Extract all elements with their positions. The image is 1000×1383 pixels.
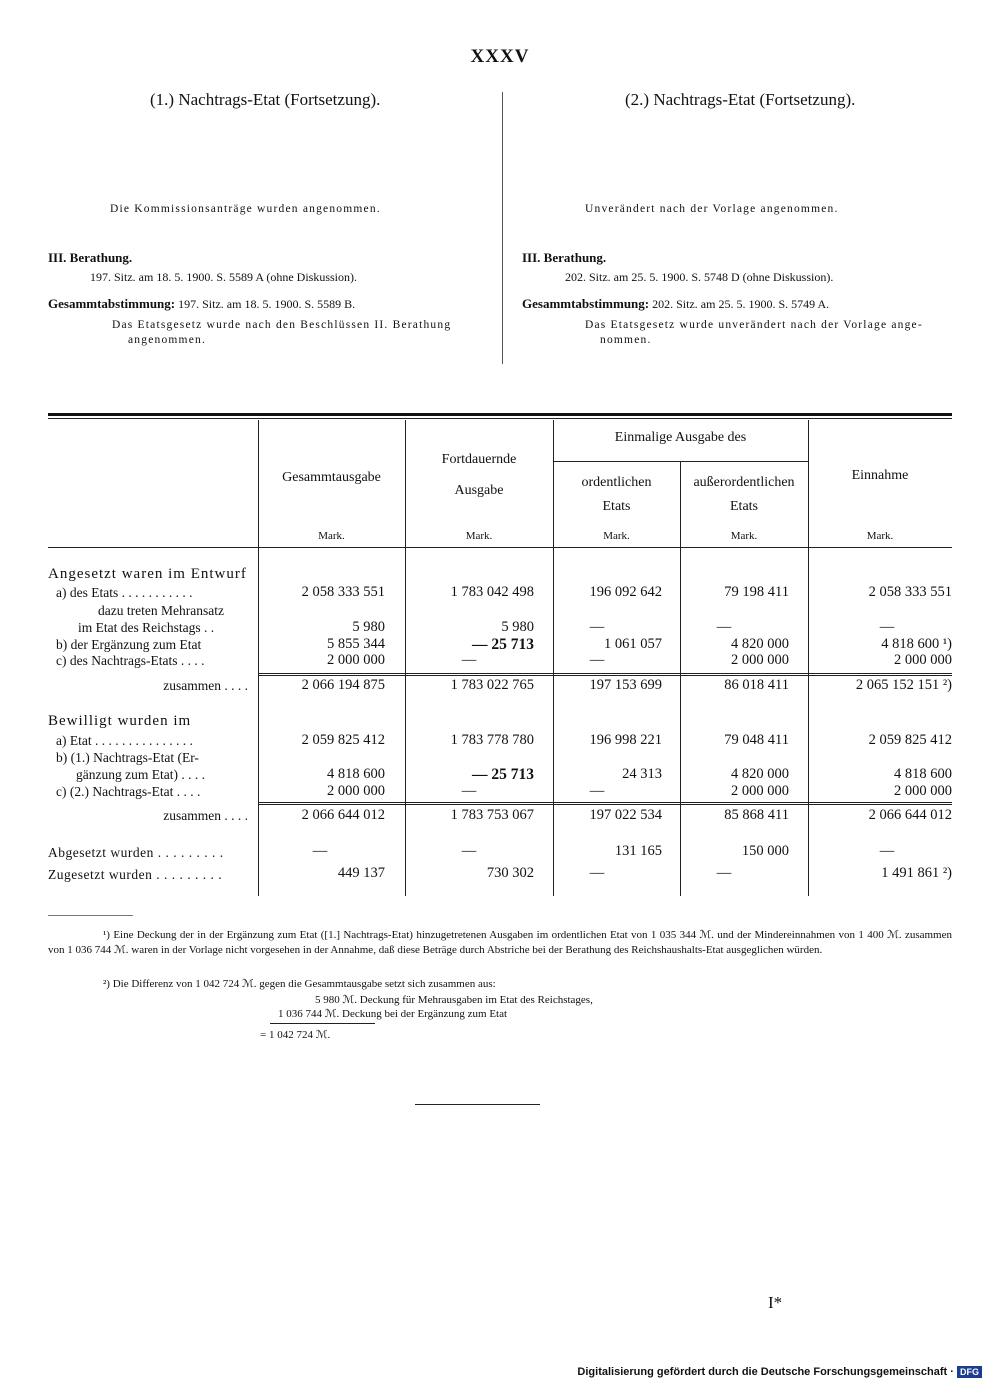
row-label: a) Etat . . . . . . . . . . . . . . . [56, 733, 193, 748]
row-label: b) der Ergänzung zum Etat [56, 637, 202, 652]
left-total-vote [48, 296, 355, 312]
right-total-vote-text: 202. Sitz. am 25. 5. 1900. S. 5749 A. [652, 297, 830, 311]
sum-row-label: zusammen . . . . [163, 808, 248, 823]
signature-mark: I* [768, 1293, 783, 1312]
cell-gesamt: 2 058 333 551 [301, 584, 385, 600]
sum-row-label: zusammen . . . . [163, 678, 248, 693]
unit-fort: Mark. [465, 530, 493, 542]
cell-einnahme: 2 000 000 [894, 652, 952, 668]
cell-abgesetzt-ausser: 150 000 [741, 843, 789, 859]
page-number: XXXV [470, 46, 530, 67]
left-note: Die Kommissionsanträge wurden angenommen. [110, 203, 381, 215]
cell-gesamt: 5 855 344 [327, 636, 385, 652]
footnote-1: ¹) Eine Deckung der in der Ergänzung zum Etat ([1.] Nachtrags-Etat) hinzugetretenen Ausgaben im ordentlichen Etat von 1 035 344 ℳ. und der Mindereinnahmen von 1 400 ℳ. zusammen von 1 036 744 ℳ. waren in der Vorlage nicht vorgesehen in der Annahme, daß diese Beträge durch Abstriche bei der Berathung des Reichshaushalts-Etat ausgeglichen würden. [48, 929, 952, 956]
header-gesamtausgabe: Gesammtausgabe [282, 470, 381, 485]
cell-einnahme: 2 058 333 551 [868, 584, 952, 600]
row-label: gänzung zum Etat) . . . . [76, 767, 205, 782]
cell-zugesetzt-ord: — [589, 865, 605, 881]
cell-gesamt: 2 000 000 [327, 652, 385, 668]
cell-ord: 197 022 534 [589, 807, 662, 823]
cell-ord: 197 153 699 [589, 677, 662, 693]
cell-gesamt: 2 059 825 412 [301, 732, 385, 748]
cell-abgesetzt-ord: 131 165 [614, 843, 662, 859]
cell-fort: 1 783 022 765 [450, 677, 534, 693]
left-third-reading-label: III. Berathung. [48, 250, 133, 265]
header-einnahme: Einnahme [851, 468, 909, 483]
header-ordentlich-2: Etats [602, 499, 631, 514]
cell-fort: 1 783 042 498 [450, 584, 534, 600]
cell-zugesetzt-gesamt: 449 137 [337, 865, 385, 881]
cell-ord: 24 313 [622, 766, 662, 782]
header-einmalig: Einmalige Ausgabe des [614, 430, 747, 445]
end-rule [415, 1104, 540, 1105]
header-fortdauernde-2: Ausgabe [454, 483, 504, 498]
footnote-2: ²) Die Differenz von 1 042 724 ℳ. gegen die Gesammtausgabe setzt sich zusammen aus: [103, 978, 496, 990]
section-title-angesetzt: Angesetzt waren im Entwurf [48, 566, 247, 582]
row-label: im Etat des Reichstags . . [78, 620, 215, 635]
footer [577, 1366, 982, 1378]
left-total-vote-text: 197. Sitz. am 18. 5. 1900. S. 5589 B. [178, 297, 356, 311]
cell-ord: — [589, 783, 605, 799]
right-total-vote-label: Gesammtabstimmung: [522, 296, 650, 311]
sum2-rule-2 [258, 804, 952, 805]
cell-ord: — [589, 652, 605, 668]
cell-zugesetzt-einnahme: 1 491 861 ²) [881, 865, 952, 881]
table-header-rule [48, 547, 952, 548]
cell-zugesetzt-fort: 730 302 [486, 865, 534, 881]
dfg-logo: DFG [957, 1366, 982, 1378]
sum2-rule [258, 802, 952, 803]
cell-abgesetzt-fort: — [461, 843, 477, 859]
unit-ausser: Mark. [730, 530, 758, 542]
header-ausserordentlich-2: Etats [730, 499, 758, 514]
footnote-2-line2: 1 036 744 ℳ. Deckung bei der Ergänzung zum Etat [278, 1008, 508, 1020]
footnote-separator [48, 915, 133, 916]
cell-einnahme: 2 000 000 [894, 783, 952, 799]
cell-gesamt: 5 980 [352, 619, 385, 635]
section-title-bewilligt: Bewilligt wurden im [48, 713, 192, 729]
cell-ausser: 85 868 411 [724, 807, 789, 823]
cell-einnahme: 2 065 152 151 ²) [855, 677, 952, 693]
cell-ord: 196 998 221 [589, 732, 662, 748]
right-heading: (2.) Nachtrags-Etat (Fortsetzung). [625, 90, 856, 109]
right-third-reading-label: III. Berathung. [522, 250, 607, 265]
cell-ausser: 2 000 000 [731, 783, 789, 799]
left-third-reading-line: 197. Sitz. am 18. 5. 1900. S. 5589 A (ohne Diskussion). [90, 270, 358, 284]
cell-ord: — [589, 619, 605, 635]
cell-ausser: 2 000 000 [731, 652, 789, 668]
cell-fort: — [461, 783, 477, 799]
cell-ord: 196 092 642 [589, 584, 662, 600]
cell-ausser: — [716, 619, 732, 635]
sum1-rule-2 [258, 675, 952, 676]
cell-gesamt: 2 066 644 012 [301, 807, 385, 823]
cell-einnahme: 2 059 825 412 [868, 732, 952, 748]
table-vline-3 [553, 420, 554, 896]
left-heading: (1.) Nachtrags-Etat (Fortsetzung). [150, 90, 381, 109]
cell-gesamt: 4 818 600 [327, 766, 385, 782]
table-top-rule [48, 413, 952, 416]
cell-fort: 5 980 [501, 619, 534, 635]
unit-einnahme: Mark. [866, 530, 894, 542]
table-top-rule-inner [48, 418, 952, 419]
left-total-vote-label: Gesammtabstimmung: [48, 296, 176, 311]
row-label: c) des Nachtrags-Etats . . . . [56, 653, 205, 668]
unit-ord: Mark. [603, 530, 630, 542]
row-label: c) (2.) Nachtrags-Etat . . . . [56, 784, 201, 799]
unit-gesamt: Mark. [318, 530, 345, 542]
column-divider [502, 92, 503, 364]
table-vline-5 [808, 420, 809, 896]
row-label: b) (1.) Nachtrags-Etat (Er- [56, 750, 199, 765]
row-label: dazu treten Mehransatz [98, 603, 224, 618]
cell-fort: — 25 713 [472, 766, 534, 783]
row-label: a) des Etats . . . . . . . . . . . [56, 585, 193, 600]
cell-einnahme: 2 066 644 012 [868, 807, 952, 823]
cell-ausser: 86 018 411 [724, 677, 789, 693]
right-result-line1: Das Etatsgesetz wurde unverändert nach der Vorlage ange- [585, 319, 923, 331]
sum1-rule [258, 673, 952, 674]
cell-ausser: 79 198 411 [724, 584, 789, 600]
abgesetzt-label: Abgesetzt wurden . . . . . . . . . [48, 845, 224, 860]
cell-abgesetzt-gesamt: — [312, 843, 328, 859]
right-third-reading-line: 202. Sitz. am 25. 5. 1900. S. 5748 D (ohne Diskussion). [565, 270, 834, 284]
cell-fort: 1 783 778 780 [450, 732, 534, 748]
right-note: Unverändert nach der Vorlage angenommen. [585, 203, 839, 215]
cell-einnahme: 4 818 600 ¹) [881, 636, 952, 652]
left-result-line1: Das Etatsgesetz wurde nach den Beschlüssen II. Berathung [112, 319, 452, 331]
footnote-2-sum-rule [270, 1023, 375, 1024]
footnote-2-total: = 1 042 724 ℳ. [260, 1029, 331, 1041]
cell-gesamt: 2 066 194 875 [301, 677, 385, 693]
cell-fort: — 25 713 [472, 636, 534, 653]
footer-text: Digitalisierung gefördert durch die Deutsche Forschungsgemeinschaft · [577, 1366, 954, 1378]
cell-ord: 1 061 057 [604, 636, 662, 652]
cell-fort: — [461, 652, 477, 668]
left-result-line2: angenommen. [128, 334, 207, 346]
cell-ausser: 4 820 000 [731, 766, 789, 782]
header-ordentlich-1: ordentlichen [581, 475, 652, 490]
cell-abgesetzt-einnahme: — [879, 843, 895, 859]
header-ausserordentlich-1: außerordentlichen [693, 475, 795, 490]
cell-fort: 1 783 753 067 [450, 807, 534, 823]
cell-ausser: 4 820 000 [731, 636, 789, 652]
right-total-vote [522, 296, 829, 312]
header-fortdauernde-1: Fortdauernde [441, 452, 517, 467]
right-result-line2: nommen. [600, 334, 652, 346]
cell-einnahme: — [879, 619, 895, 635]
footnote-2-line1: 5 980 ℳ. Deckung für Mehrausgaben im Etat des Reichstages, [315, 994, 593, 1006]
cell-einnahme: 4 818 600 [894, 766, 952, 782]
cell-zugesetzt-ausser: — [716, 865, 732, 881]
cell-ausser: 79 048 411 [724, 732, 789, 748]
cell-gesamt: 2 000 000 [327, 783, 385, 799]
zugesetzt-label: Zugesetzt wurden . . . . . . . . . [48, 867, 223, 882]
